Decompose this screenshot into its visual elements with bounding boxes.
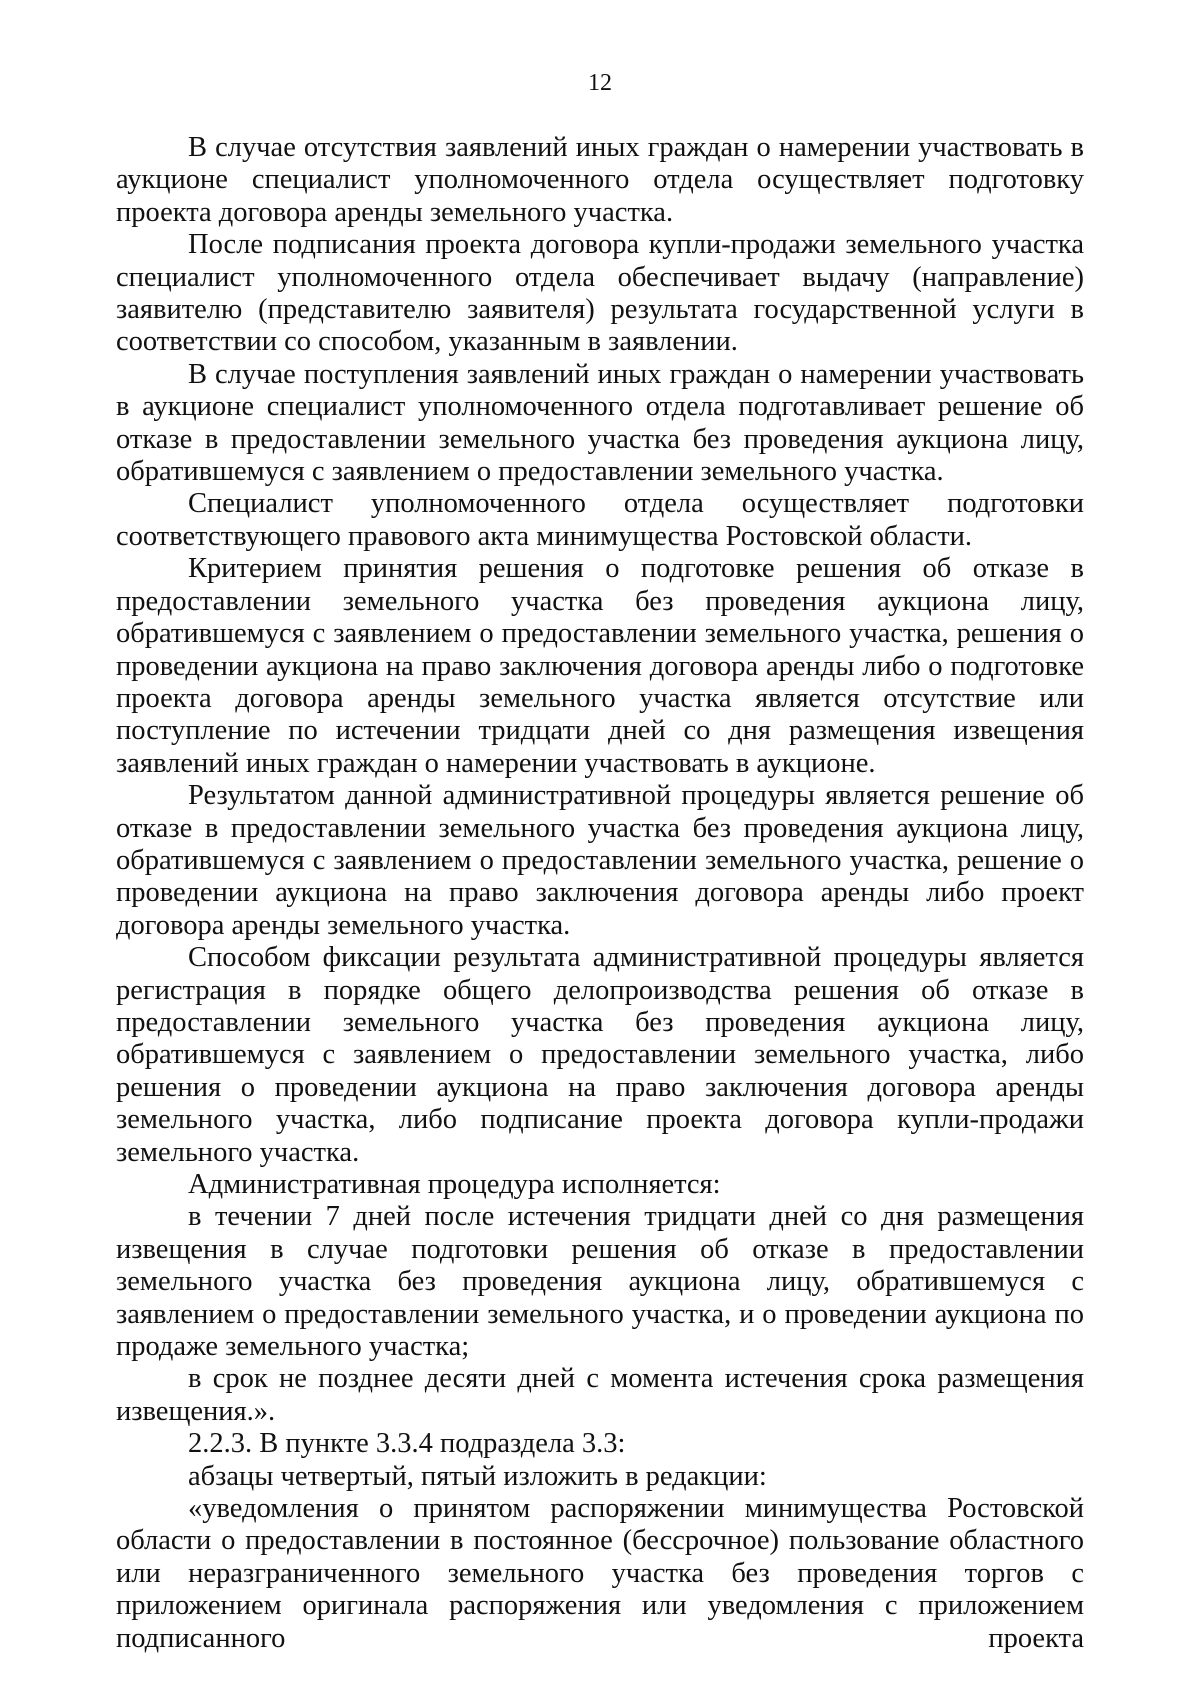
paragraph-decision-criterion: Критерием принятия решения о подготовке решения об отказе в предоставлении земельного участка без проведения аукциона лицу, обратившемуся с заявлением о предоставлении земельного участка, решения о проведении аукциона на право заключения договора аренды либо о подготовке проекта договора аренды земельного участка является отсутствие или поступление по истечении тридцати дней со дня размещения извещения заявлений иных граждан о намерении участвовать в аукционе.: [116, 553, 1084, 779]
paragraph-amend-paragraphs: абзацы четвертый, пятый изложить в редакции:: [188, 1460, 767, 1492]
paragraph-section-2-2-3: 2.2.3. В пункте 3.3.4 подраздела 3.3:: [188, 1428, 626, 1460]
paragraph-after-signing: После подписания проекта договора купли-продажи земельного участка специалист уполномоченного отдела обеспечивает выдачу (направление) заявителю (представителю заявителя) результата государственной услуги в соответствии со способом, указанным в заявлении.: [116, 229, 1084, 358]
paragraph-term-seven-days: в течении 7 дней после истечения тридцати дней со дня размещения извещения в случае подготовки решения об отказе в предоставлении земельного участка без проведения аукциона лицу, обратившемуся с заявлением о предоставлении земельного участка, и о проведении аукциона по продаже земельного участка;: [116, 1201, 1084, 1363]
paragraph-notification-quote: «уведомления о принятом распоряжении минимущества Ростовской области о предоставлении в постоянное (бессрочное) пользование областного или неразграниченного земельного участка без проведения торгов с приложением оригинала распоряжения или уведомления с приложением подписанного проекта: [116, 1493, 1084, 1654]
paragraph-procedure-result: Результатом данной административной процедуры является решение об отказе в предоставлении земельного участка без проведения аукциона лицу, обратившемуся с заявлением о предоставлении земельного участка, решение о проведении аукциона на право заключения договора аренды либо проект договора аренды земельного участка.: [116, 780, 1084, 941]
document-body: [116, 132, 1084, 1655]
paragraph-procedure-executed: Административная процедура исполняется:: [188, 1169, 721, 1200]
paragraph-no-applications: В случае отсутствия заявлений иных граждан о намерении участвовать в аукционе специалист уполномоченного отдела осуществляет подготовку проекта договора аренды земельного участка.: [116, 132, 1084, 228]
paragraph-term-ten-days: в срок не позднее десяти дней с момента истечения срока размещения извещения.».: [116, 1363, 1084, 1427]
page-number: 12: [588, 70, 612, 96]
paragraph-applications-received: В случае поступления заявлений иных граждан о намерении участвовать в аукционе специалист уполномоченного отдела подготавливает решение об отказе в предоставлении земельного участка без проведения аукциона лицу, обратившемуся с заявлением о предоставлении земельного участка.: [116, 358, 1084, 488]
paragraph-fixation-method: Способом фиксации результата административной процедуры является регистрация в порядке общего делопроизводства решения об отказе в предоставлении земельного участка без проведения аукциона лицу, обратившемуся с заявлением о предоставлении земельного участка, либо решения о проведении аукциона на право заключения договора аренды земельного участка, либо подписание проекта договора купли-продажи земельного участка.: [116, 942, 1084, 1168]
paragraph-specialist-prepares: Специалист уполномоченного отдела осуществляет подготовки соответствующего правового акта минимущества Ростовской области.: [116, 488, 1084, 552]
